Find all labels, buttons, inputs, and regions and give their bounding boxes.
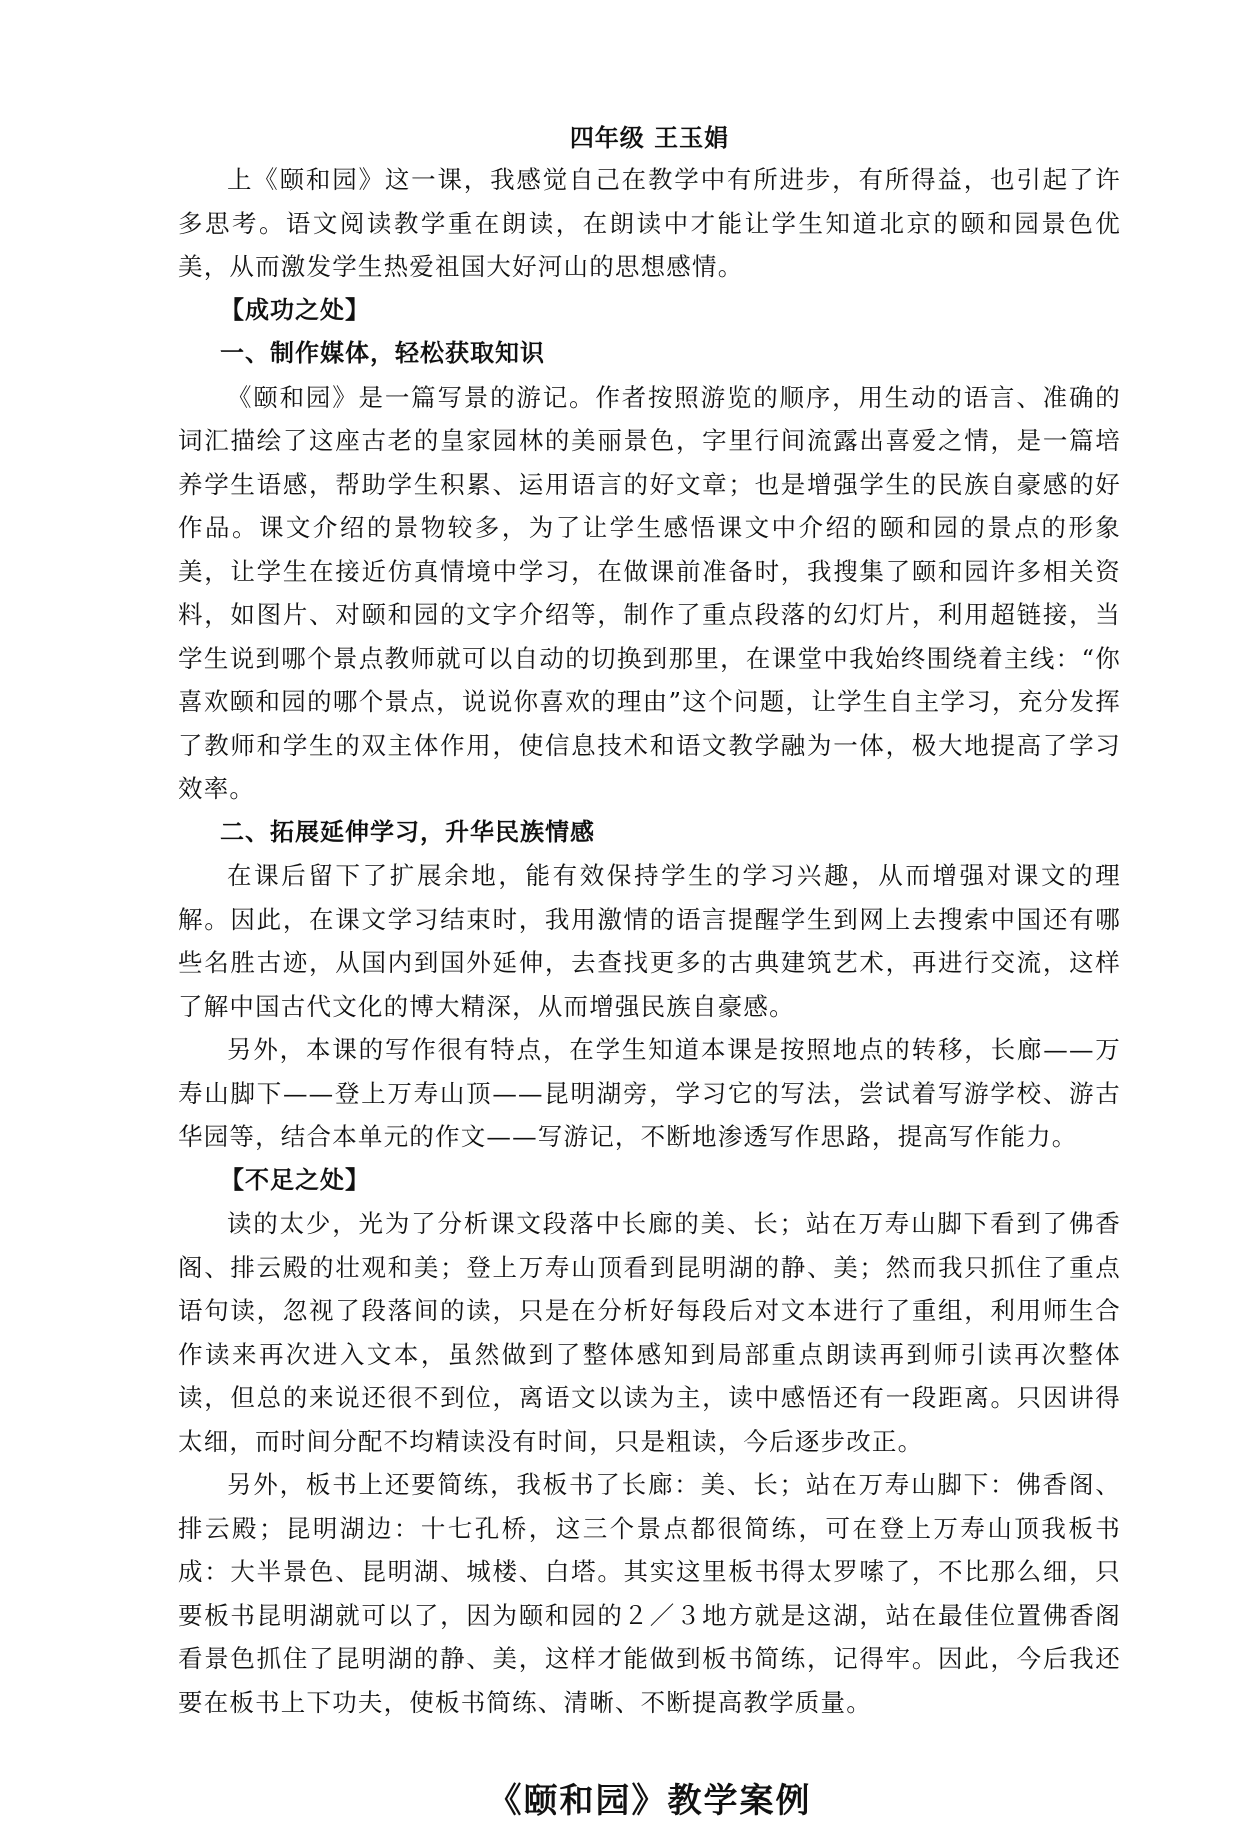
point1-title: 一、制作媒体，轻松获取知识 bbox=[220, 339, 545, 367]
shortcoming-heading: 【不足之处】 bbox=[220, 1165, 370, 1194]
success-heading: 【成功之处】 bbox=[220, 295, 370, 324]
point1-paragraph: 《颐和园》是一篇写景的游记。作者按照游览的顺序，用生动的语言、准确的词汇描绘了这座古老的皇家园林的美丽景色，字里行间流露出喜爱之情，是一篇培养学生语感，帮助学生积累、运用语言的好文章；也是增强学生的民族自豪感的好作品。课文介绍的景物较多，为了让学生感悟课文中介绍的颐和园的景点的形象美，让学生在接近仿真情境中学习，在做课前准备时，我搜集了颐和园许多相关资料，如图片、对颐和园的文字介绍等，制作了重点段落的幻灯片，利用超链接，当学生说到哪个景点教师就可以自动的切换到那里，在课堂中我始终围绕着主线：“你喜欢颐和园的哪个景点，说说你喜欢的理由”这个问题，让学生自主学习，充分发挥了教师和学生的双主体作用，使信息技术和语文教学融为一体，极大地提高了学习效率。 bbox=[178, 382, 1121, 803]
shortcoming-paragraph-2: 另外，板书上还要简练，我板书了长廊：美、长；站在万寿山脚下：佛香阁、排云殿；昆明湖边：十七孔桥，这三个景点都很简练，可在登上万寿山顶我板书成：大半景色、昆明湖、城楼、白塔。其实这里板书得太罗嗦了，不比那么细，只要板书昆明湖就可以了，因为颐和园的２／３地方就是这湖，站在最佳位置佛香阁看景色抓住了昆明湖的静、美，这样才能做到板书简练，记得牢。因此，今后我还要在板书上下功夫，使板书简练、清晰、不断提高教学质量。 bbox=[178, 1470, 1121, 1717]
point2-title: 二、拓展延伸学习，升华民族情感 bbox=[220, 817, 595, 846]
shortcoming-paragraph-1: 读的太少，光为了分析课文段落中长廊的美、长；站在万寿山脚下看到了佛香阁、排云殿的壮观和美；登上万寿山顶看到昆明湖的静、美；然而我只抓住了重点语句读，忽视了段落间的读，只是在分析好每段后对文本进行了重组，利用师生合作读来再次进入文本，虽然做到了整体感知到局部重点朗读再到师引读再次整体读，但总的来说还很不到位，离语文以读为主，读中感悟还有一段距离。只因讲得太细，而时间分配不均精读没有时间，只是粗读，今后逐步改正。 bbox=[178, 1209, 1121, 1456]
author-line: 四年级 王玉娟 bbox=[569, 124, 730, 152]
point2-paragraph: 在课后留下了扩展余地，能有效保持学生的学习兴趣，从而增强对课文的理解。因此，在课文学习结束时，我用激情的语言提醒学生到网上去搜索中国还有哪些名胜古迹，从国内到国外延伸，去查找更多的古典建筑艺术，再进行交流，这样了解中国古代文化的博大精深，从而增强民族自豪感。 bbox=[178, 861, 1121, 1021]
case-title: 《颐和园》教学案例 bbox=[487, 1781, 812, 1821]
intro-paragraph: 上《颐和园》这一课，我感觉自己在教学中有所进步，有所得益，也引起了许多思考。语文阅读教学重在朗读，在朗读中才能让学生知道北京的颐和园景色优美，从而激发学生热爱祖国大好河山的思想感情。 bbox=[178, 165, 1121, 281]
writing-paragraph: 另外，本课的写作很有特点，在学生知道本课是按照地点的转移，长廊——万寿山脚下——登上万寿山顶——昆明湖旁，学习它的写法，尝试着写游学校、游古华园等，结合本单元的作文——写游记，不断地渗透写作思路，提高写作能力。 bbox=[178, 1035, 1121, 1151]
